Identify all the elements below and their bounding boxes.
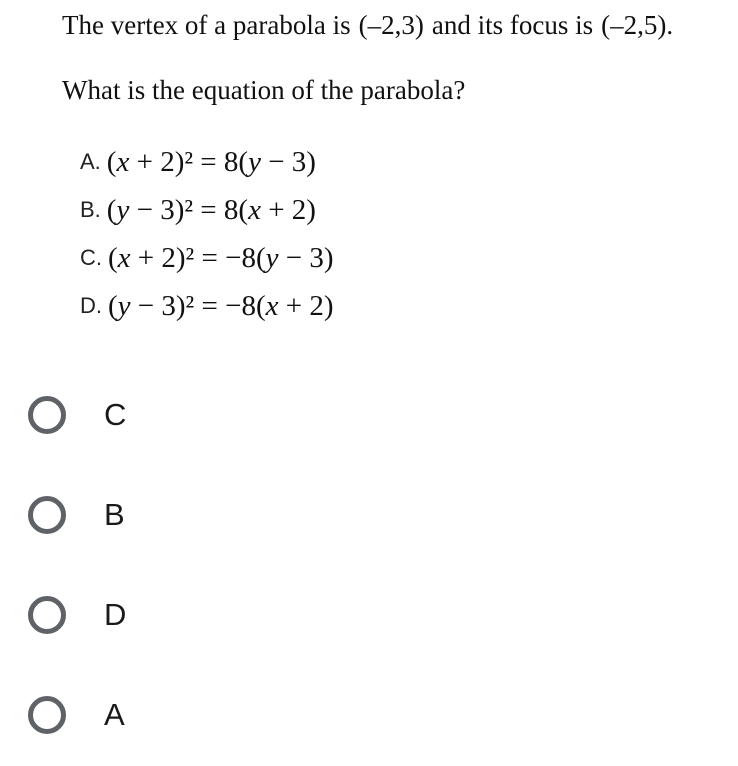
answer-choices-list xyxy=(80,138,334,330)
choice-b xyxy=(80,186,334,234)
question-image xyxy=(0,0,738,330)
choice-equation: (y − 3)² = −8(x + 2) xyxy=(108,289,334,322)
choice-equation: (y − 3)² = 8(x + 2) xyxy=(106,193,316,226)
radio-button-icon[interactable] xyxy=(28,696,66,734)
option-label: C xyxy=(104,397,127,432)
option-label: B xyxy=(104,497,125,532)
question-suffix: . xyxy=(666,10,674,40)
choice-letter: C. xyxy=(80,245,102,270)
option-b[interactable] xyxy=(28,480,328,550)
choice-letter: A. xyxy=(80,149,101,174)
choice-c xyxy=(80,234,334,282)
radio-button-icon[interactable] xyxy=(28,396,66,434)
vertex-coordinates: (–2,3) xyxy=(358,10,424,40)
question-line-1 xyxy=(62,9,673,41)
choice-d xyxy=(80,282,334,330)
radio-button-icon[interactable] xyxy=(28,596,66,634)
question-line-2: What is the equation of the parabola? xyxy=(62,75,466,105)
choice-a xyxy=(80,138,334,186)
question-middle: and its focus is xyxy=(431,10,594,40)
option-a[interactable] xyxy=(28,680,328,750)
radio-button-icon[interactable] xyxy=(28,496,66,534)
option-d[interactable] xyxy=(28,580,328,650)
option-label: A xyxy=(104,697,125,732)
choice-equation: (x + 2)² = −8(y − 3) xyxy=(108,241,334,274)
focus-coordinates: (–2,5) xyxy=(601,10,667,40)
choice-letter: D. xyxy=(80,293,102,318)
question-prefix: The vertex of a parabola is xyxy=(62,10,351,40)
choice-equation: (x + 2)² = 8(y − 3) xyxy=(106,145,316,178)
choice-letter: B. xyxy=(80,197,101,222)
option-c[interactable] xyxy=(28,380,328,450)
option-label: D xyxy=(104,597,127,632)
